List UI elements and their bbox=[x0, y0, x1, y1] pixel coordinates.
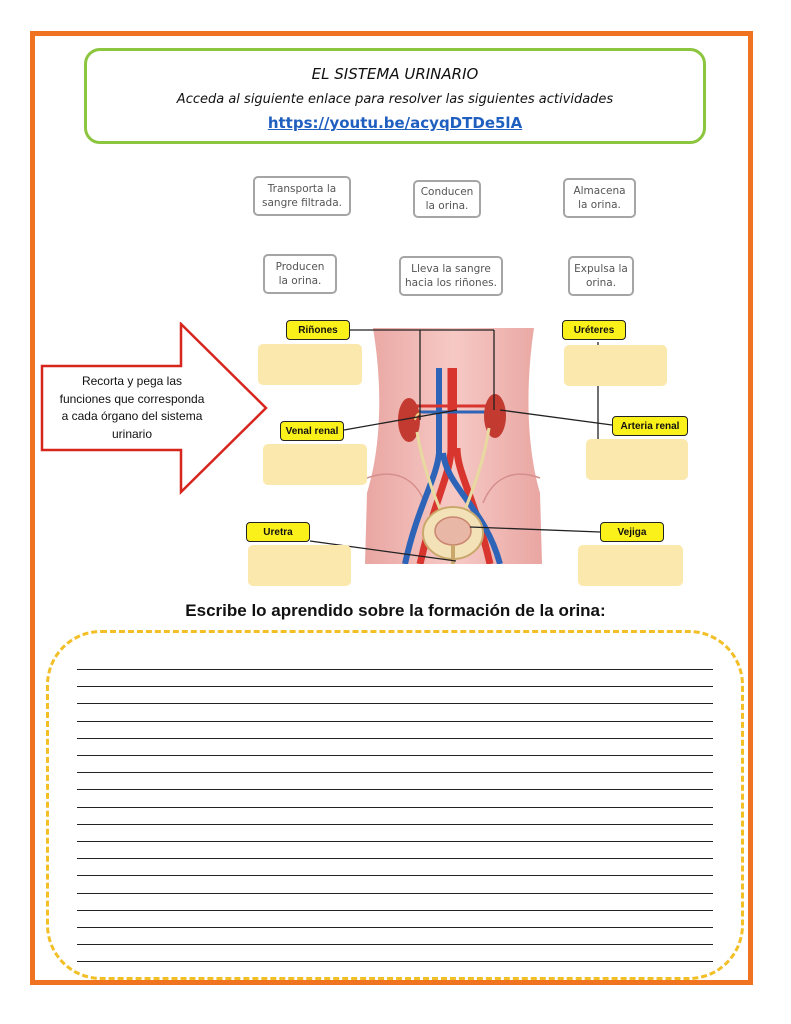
arrow-instruction-text: Recorta y pega las funciones que corresponda a cada órgano del sistema urinario bbox=[59, 374, 205, 441]
writing-line bbox=[77, 703, 713, 704]
instructions-text: Acceda al siguiente enlace para resolver las siguientes actividades bbox=[176, 92, 614, 107]
writing-line bbox=[77, 893, 713, 894]
writing-line bbox=[77, 669, 713, 670]
writing-line bbox=[77, 755, 713, 756]
drop-zone-uretra[interactable] bbox=[248, 545, 351, 586]
writing-line bbox=[77, 841, 713, 842]
header-box bbox=[84, 48, 706, 144]
function-card-almacena[interactable]: Almacena la orina. bbox=[563, 178, 636, 218]
drop-zone-rinones[interactable] bbox=[258, 344, 362, 385]
function-card-producen[interactable]: Producen la orina. bbox=[263, 254, 337, 294]
writing-line bbox=[77, 789, 713, 790]
writing-line bbox=[77, 807, 713, 808]
organ-label-arteria-renal: Arteria renal bbox=[612, 416, 688, 436]
writing-prompt: Escribe lo aprendido sobre la formación de la orina: bbox=[185, 601, 606, 620]
drop-zone-venal-renal[interactable] bbox=[263, 444, 367, 485]
function-card-transporta[interactable]: Transporta la sangre filtrada. bbox=[253, 176, 351, 216]
writing-line bbox=[77, 961, 713, 962]
organ-label-ureteres: Uréteres bbox=[562, 320, 626, 340]
function-card-conducen[interactable]: Conducen la orina. bbox=[413, 180, 481, 218]
drop-zone-arteria-renal[interactable] bbox=[586, 439, 688, 480]
writing-line bbox=[77, 721, 713, 722]
page-title: EL SISTEMA URINARIO bbox=[311, 65, 479, 83]
drop-zone-vejiga[interactable] bbox=[578, 545, 683, 586]
writing-line bbox=[77, 910, 713, 911]
writing-line bbox=[77, 875, 713, 876]
urinary-system-illustration bbox=[365, 328, 542, 564]
writing-line bbox=[77, 927, 713, 928]
writing-line bbox=[77, 858, 713, 859]
function-card-lleva[interactable]: Lleva la sangre hacia los riñones. bbox=[399, 256, 503, 296]
organ-label-uretra: Uretra bbox=[246, 522, 310, 542]
organ-label-vejiga: Vejiga bbox=[600, 522, 664, 542]
organ-label-venal-renal: Venal renal bbox=[280, 421, 344, 441]
writing-line bbox=[77, 772, 713, 773]
video-link[interactable]: https://youtu.be/acyqDTDe5lA bbox=[267, 114, 523, 132]
function-card-expulsa[interactable]: Expulsa la orina. bbox=[568, 256, 634, 296]
organ-label-rinones: Riñones bbox=[286, 320, 350, 340]
writing-line bbox=[77, 738, 713, 739]
writing-line bbox=[77, 686, 713, 687]
drop-zone-ureteres[interactable] bbox=[564, 345, 667, 386]
writing-line bbox=[77, 944, 713, 945]
writing-line bbox=[77, 824, 713, 825]
